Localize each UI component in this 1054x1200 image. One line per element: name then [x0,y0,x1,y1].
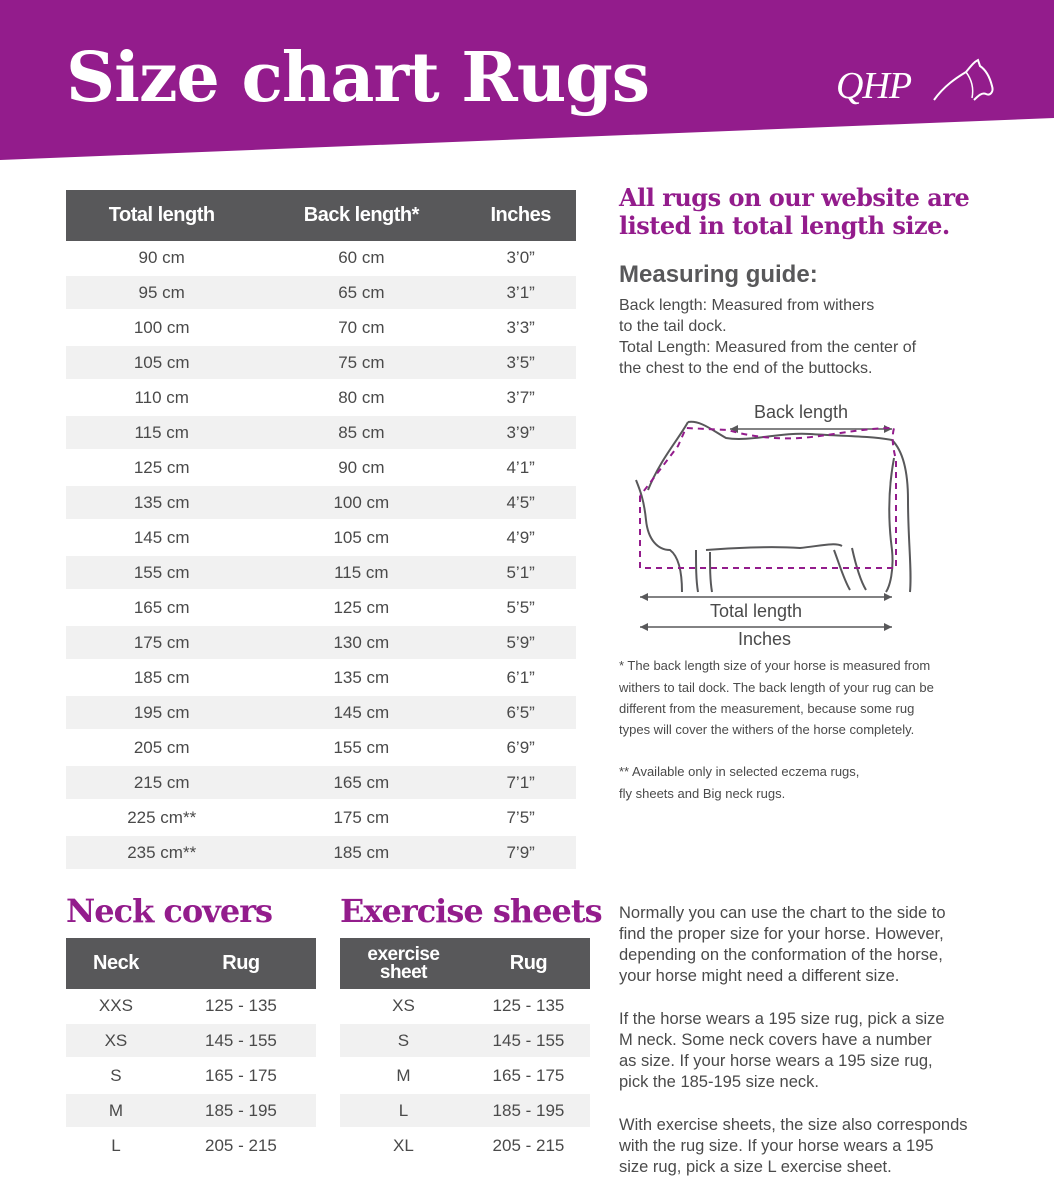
neck-size-cell: M [66,1093,166,1128]
table-row [66,660,576,695]
rug-size-cell: 125 - 135 [166,989,316,1023]
inches-cell: 7’1” [465,765,576,800]
back-length-cell: 80 cm [257,380,465,415]
inches-cell: 3’1” [465,275,576,310]
text-line: Normally you can use the chart to the side to [619,904,946,922]
back-length-label: Back length [754,402,849,422]
measuring-guide-heading: Measuring guide: [619,261,818,288]
qhp-logo [836,56,996,116]
table-header-row [340,938,590,989]
table-row [66,989,316,1023]
inches-cell: 3’0” [465,241,576,275]
text-line: If the horse wears a 195 size rug, pick a size [619,1010,945,1028]
neck-covers-table [66,938,316,1164]
text-line: pick the 185-195 size neck. [619,1073,819,1091]
table-row [66,275,576,310]
back-length-cell: 165 cm [257,765,465,800]
table-row [66,835,576,870]
footnote-back-length: different from the measurement, because some rug [619,701,915,716]
text-line: size rug, pick a size L exercise sheet. [619,1158,892,1176]
exercise-advice-paragraph [619,1115,968,1178]
table-row [340,1128,590,1163]
table-row [340,1093,590,1128]
total-length-cell: 215 cm [66,765,257,800]
text-line: as size. If your horse wears a 195 size rug, [619,1052,933,1070]
total-length-cell: 225 cm** [66,800,257,835]
column-header-back-length: Back length* [257,190,465,241]
page-title: Size chart Rugs [66,38,650,118]
inches-cell: 4’1” [465,450,576,485]
column-header-exercise-sheet [340,938,467,989]
inches-label: Inches [738,629,792,649]
notice-line-1: All rugs on our website are [619,183,970,212]
rug-size-cell: 205 - 215 [166,1128,316,1163]
exercise-sheets-title: Exercise sheets [340,892,602,930]
back-length-cell: 100 cm [257,485,465,520]
footnote-back-length: withers to tail dock. The back length of your rug can be [619,680,934,695]
back-length-cell: 130 cm [257,625,465,660]
neck-size-cell: L [66,1128,166,1163]
inches-cell: 4’9” [465,520,576,555]
back-length-cell: 115 cm [257,555,465,590]
rug-size-cell: 185 - 195 [467,1093,590,1128]
inches-cell: 6’5” [465,695,576,730]
exercise-size-cell: L [340,1093,467,1128]
rug-size-cell: 185 - 195 [166,1093,316,1128]
table-row [66,1093,316,1128]
back-length-cell: 70 cm [257,310,465,345]
guide-line: Back length: Measured from withers [619,297,875,314]
table-row [66,380,576,415]
neck-covers-title: Neck covers [66,892,273,930]
rug-size-cell: 145 - 155 [166,1023,316,1058]
neck-size-cell: S [66,1058,166,1093]
inches-cell: 5’9” [465,625,576,660]
total-length-cell: 135 cm [66,485,257,520]
table-row [66,450,576,485]
text-line: M neck. Some neck covers have a number [619,1031,932,1049]
footnote-availability: fly sheets and Big neck rugs. [619,786,786,801]
text-line: depending on the conformation of the horse, [619,946,943,964]
back-length-cell: 155 cm [257,730,465,765]
total-length-notice [619,184,1019,240]
total-length-cell: 145 cm [66,520,257,555]
inches-cell: 7’5” [465,800,576,835]
column-header-inches: Inches [465,190,576,241]
footnote-back-length: * The back length size of your horse is measured from [619,658,931,673]
total-length-cell: 95 cm [66,275,257,310]
guide-line: Total Length: Measured from the center of [619,339,917,356]
table-row [340,1023,590,1058]
exercise-size-cell: S [340,1023,467,1058]
total-length-cell: 110 cm [66,380,257,415]
column-header-total-length: Total length [66,190,257,241]
total-length-cell: 105 cm [66,345,257,380]
total-length-cell: 195 cm [66,695,257,730]
table-row [340,989,590,1023]
rug-size-cell: 205 - 215 [467,1128,590,1163]
table-row [66,1023,316,1058]
rug-size-cell: 125 - 135 [467,989,590,1023]
table-row [66,695,576,730]
sizing-advice-paragraph [619,903,946,987]
footnote-availability: ** Available only in selected eczema rugs, [619,764,860,779]
text-line: with the rug size. If your horse wears a 195 [619,1137,934,1155]
back-length-cell: 145 cm [257,695,465,730]
back-length-cell: 60 cm [257,241,465,275]
back-length-cell: 175 cm [257,800,465,835]
rug-size-table [66,190,576,871]
table-row [66,520,576,555]
exercise-sheets-table [340,938,590,1164]
total-length-cell: 235 cm** [66,835,257,870]
neck-size-cell: XXS [66,989,166,1023]
notice-line-2: listed in total length size. [619,211,950,240]
table-header-row [66,190,576,241]
total-length-cell: 125 cm [66,450,257,485]
inches-cell: 5’1” [465,555,576,590]
total-length-cell: 100 cm [66,310,257,345]
table-row [66,310,576,345]
exercise-size-cell: M [340,1058,467,1093]
total-length-cell: 205 cm [66,730,257,765]
table-row [66,765,576,800]
text-line: your horse might need a different size. [619,967,900,985]
total-length-cell: 115 cm [66,415,257,450]
guide-line: the chest to the end of the buttocks. [619,360,873,377]
table-row [66,241,576,275]
inches-cell: 6’1” [465,660,576,695]
inches-cell: 3’9” [465,415,576,450]
header-line: sheet [379,961,428,983]
footnote-back-length: types will cover the withers of the horse completely. [619,722,915,737]
back-length-cell: 135 cm [257,660,465,695]
neck-size-cell: XS [66,1023,166,1058]
back-length-cell: 85 cm [257,415,465,450]
table-row [66,415,576,450]
table-row [66,590,576,625]
table-row [66,800,576,835]
back-length-cell: 185 cm [257,835,465,870]
back-length-cell: 125 cm [257,590,465,625]
table-row [66,730,576,765]
back-length-cell: 65 cm [257,275,465,310]
inches-cell: 3’5” [465,345,576,380]
horse-measurement-diagram [630,400,920,650]
total-length-cell: 165 cm [66,590,257,625]
inches-cell: 4’5” [465,485,576,520]
total-length-label: Total length [710,601,803,621]
table-row [66,1058,316,1093]
column-header-rug: Rug [467,938,590,989]
inches-cell: 6’9” [465,730,576,765]
text-line: With exercise sheets, the size also corresponds [619,1116,968,1134]
column-header-rug: Rug [166,938,316,989]
table-row [66,345,576,380]
table-row [66,555,576,590]
header-line: exercise [367,943,440,965]
rug-size-cell: 145 - 155 [467,1023,590,1058]
rug-size-cell: 165 - 175 [166,1058,316,1093]
table-row [340,1058,590,1093]
logo-text: QHP [836,65,912,107]
table-header-row [66,938,316,989]
inches-cell: 3’7” [465,380,576,415]
exercise-size-cell: XS [340,989,467,1023]
table-row [66,485,576,520]
table-row [66,625,576,660]
inches-cell: 3’3” [465,310,576,345]
total-length-cell: 90 cm [66,241,257,275]
column-header-neck: Neck [66,938,166,989]
guide-line: to the tail dock. [619,318,727,335]
back-length-cell: 75 cm [257,345,465,380]
inches-cell: 5’5” [465,590,576,625]
horse-head-icon [916,56,996,116]
rug-size-cell: 165 - 175 [467,1058,590,1093]
total-length-cell: 185 cm [66,660,257,695]
total-length-cell: 155 cm [66,555,257,590]
table-row [66,1128,316,1163]
inches-cell: 7’9” [465,835,576,870]
text-line: find the proper size for your horse. However, [619,925,944,943]
exercise-size-cell: XL [340,1128,467,1163]
neck-advice-paragraph [619,1009,945,1093]
back-length-cell: 105 cm [257,520,465,555]
back-length-cell: 90 cm [257,450,465,485]
total-length-cell: 175 cm [66,625,257,660]
